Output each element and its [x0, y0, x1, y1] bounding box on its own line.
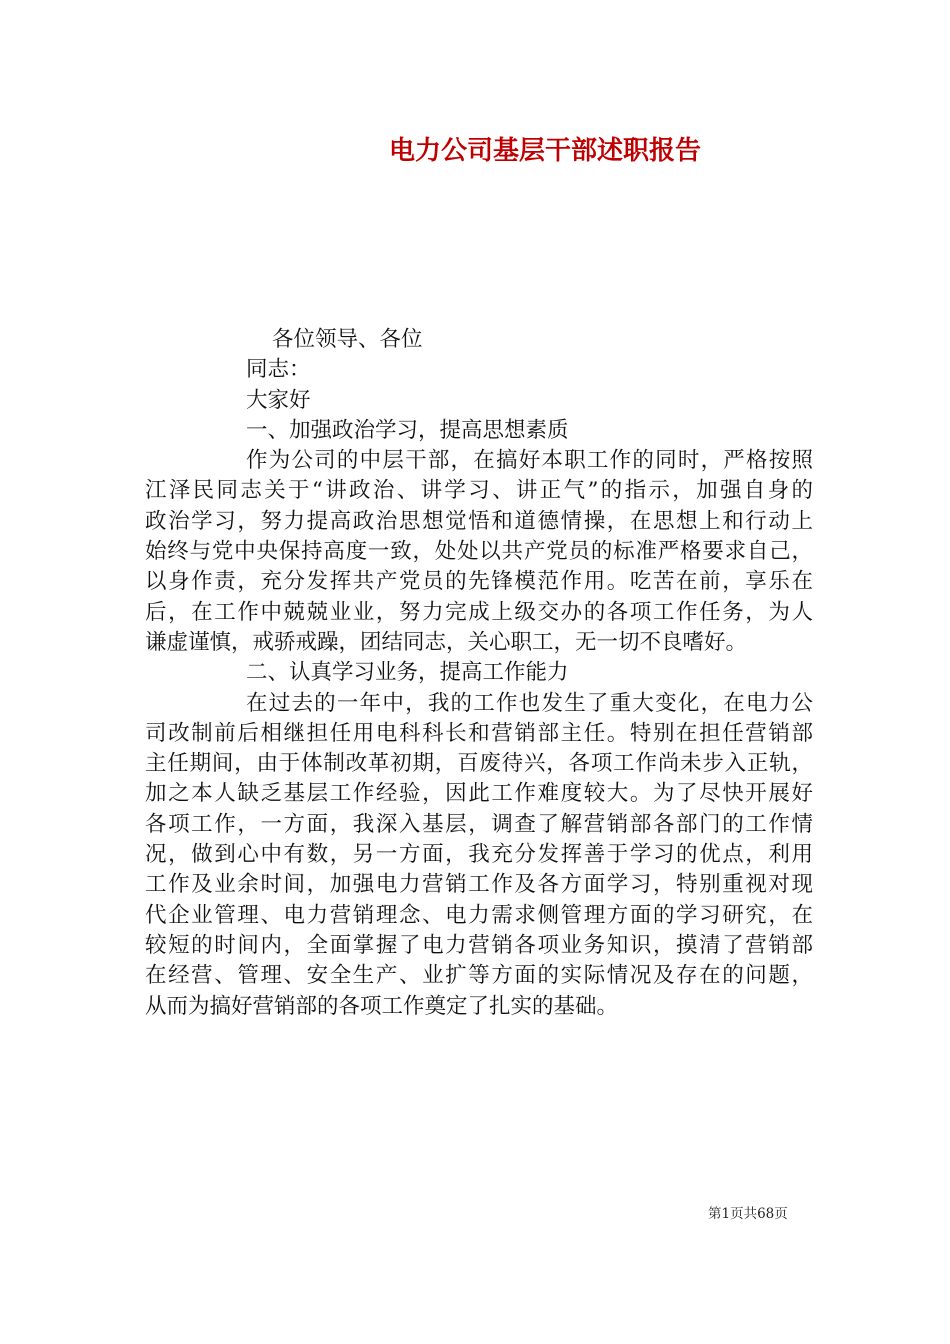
greeting-line-3: 大家好	[246, 387, 311, 413]
section-1-line: 政治学习，努力提高政治思想觉悟和道德情操，在思想上和行动上	[145, 508, 813, 534]
section-2-line: 各项工作，一方面，我深入基层，调查了解营销部各部门的工作情	[145, 811, 813, 837]
section-2-line: 较短的时间内，全面掌握了电力营销各项业务知识，摸清了营销部	[145, 932, 813, 958]
section-1-line: 始终与党中央保持高度一致，处处以共产党员的标准严格要求自己，	[145, 539, 813, 565]
document-title: 电力公司基层干部述职报告	[388, 136, 701, 166]
section-2-line: 加之本人缺乏基层工作经验，因此工作难度较大。为了尽快开展好	[145, 781, 813, 807]
section-1-line: 以身作责，充分发挥共产党员的先锋模范作用。吃苦在前，享乐在	[145, 569, 813, 595]
section-2-line: 主任期间，由于体制改革初期，百废待兴，各项工作尚未步入正轨，	[145, 751, 813, 777]
section-2-line: 司改制前后相继担任用电科科长和营销部主任。特别在担任营销部	[145, 720, 813, 746]
section-1-line: 后，在工作中兢兢业业，努力完成上级交办的各项工作任务，为人	[145, 599, 813, 625]
section-2-line: 况，做到心中有数，另一方面，我充分发挥善于学习的优点，利用	[145, 842, 813, 868]
page-number-footer: 第1页共68页	[708, 1206, 788, 1222]
greeting-line-1: 各位领导、各位	[272, 327, 423, 352]
section-1-line: 谦虚谨慎，戒骄戒躁，团结同志，关心职工，无一切不良嗜好。	[145, 629, 748, 655]
document-body	[145, 325, 813, 1022]
section-2-line: 在经营、管理、安全生产、业扩等方面的实际情况及存在的问题，	[145, 963, 813, 989]
section-2-line: 代企业管理、电力营销理念、电力需求侧管理方面的学习研究，在	[145, 902, 813, 928]
section-2-line: 工作及业余时间，加强电力营销工作及各方面学习，特别重视对现	[145, 872, 813, 898]
greeting-line-2: 同志：	[246, 357, 311, 383]
section-2-line: 在过去的一年中，我的工作也发生了重大变化，在电力公	[246, 690, 813, 716]
section-2-heading: 二、认真学习业务，提高工作能力	[246, 660, 569, 686]
section-1-heading: 一、加强政治学习，提高思想素质	[246, 417, 569, 443]
section-1-line: 江泽民同志关于“讲政治、讲学习、讲正气”的指示，加强自身的	[145, 478, 813, 504]
section-2-line: 从而为搞好营销部的各项工作奠定了扎实的基础。	[145, 993, 619, 1019]
section-1-line: 作为公司的中层干部，在搞好本职工作的同时，严格按照	[246, 448, 813, 474]
